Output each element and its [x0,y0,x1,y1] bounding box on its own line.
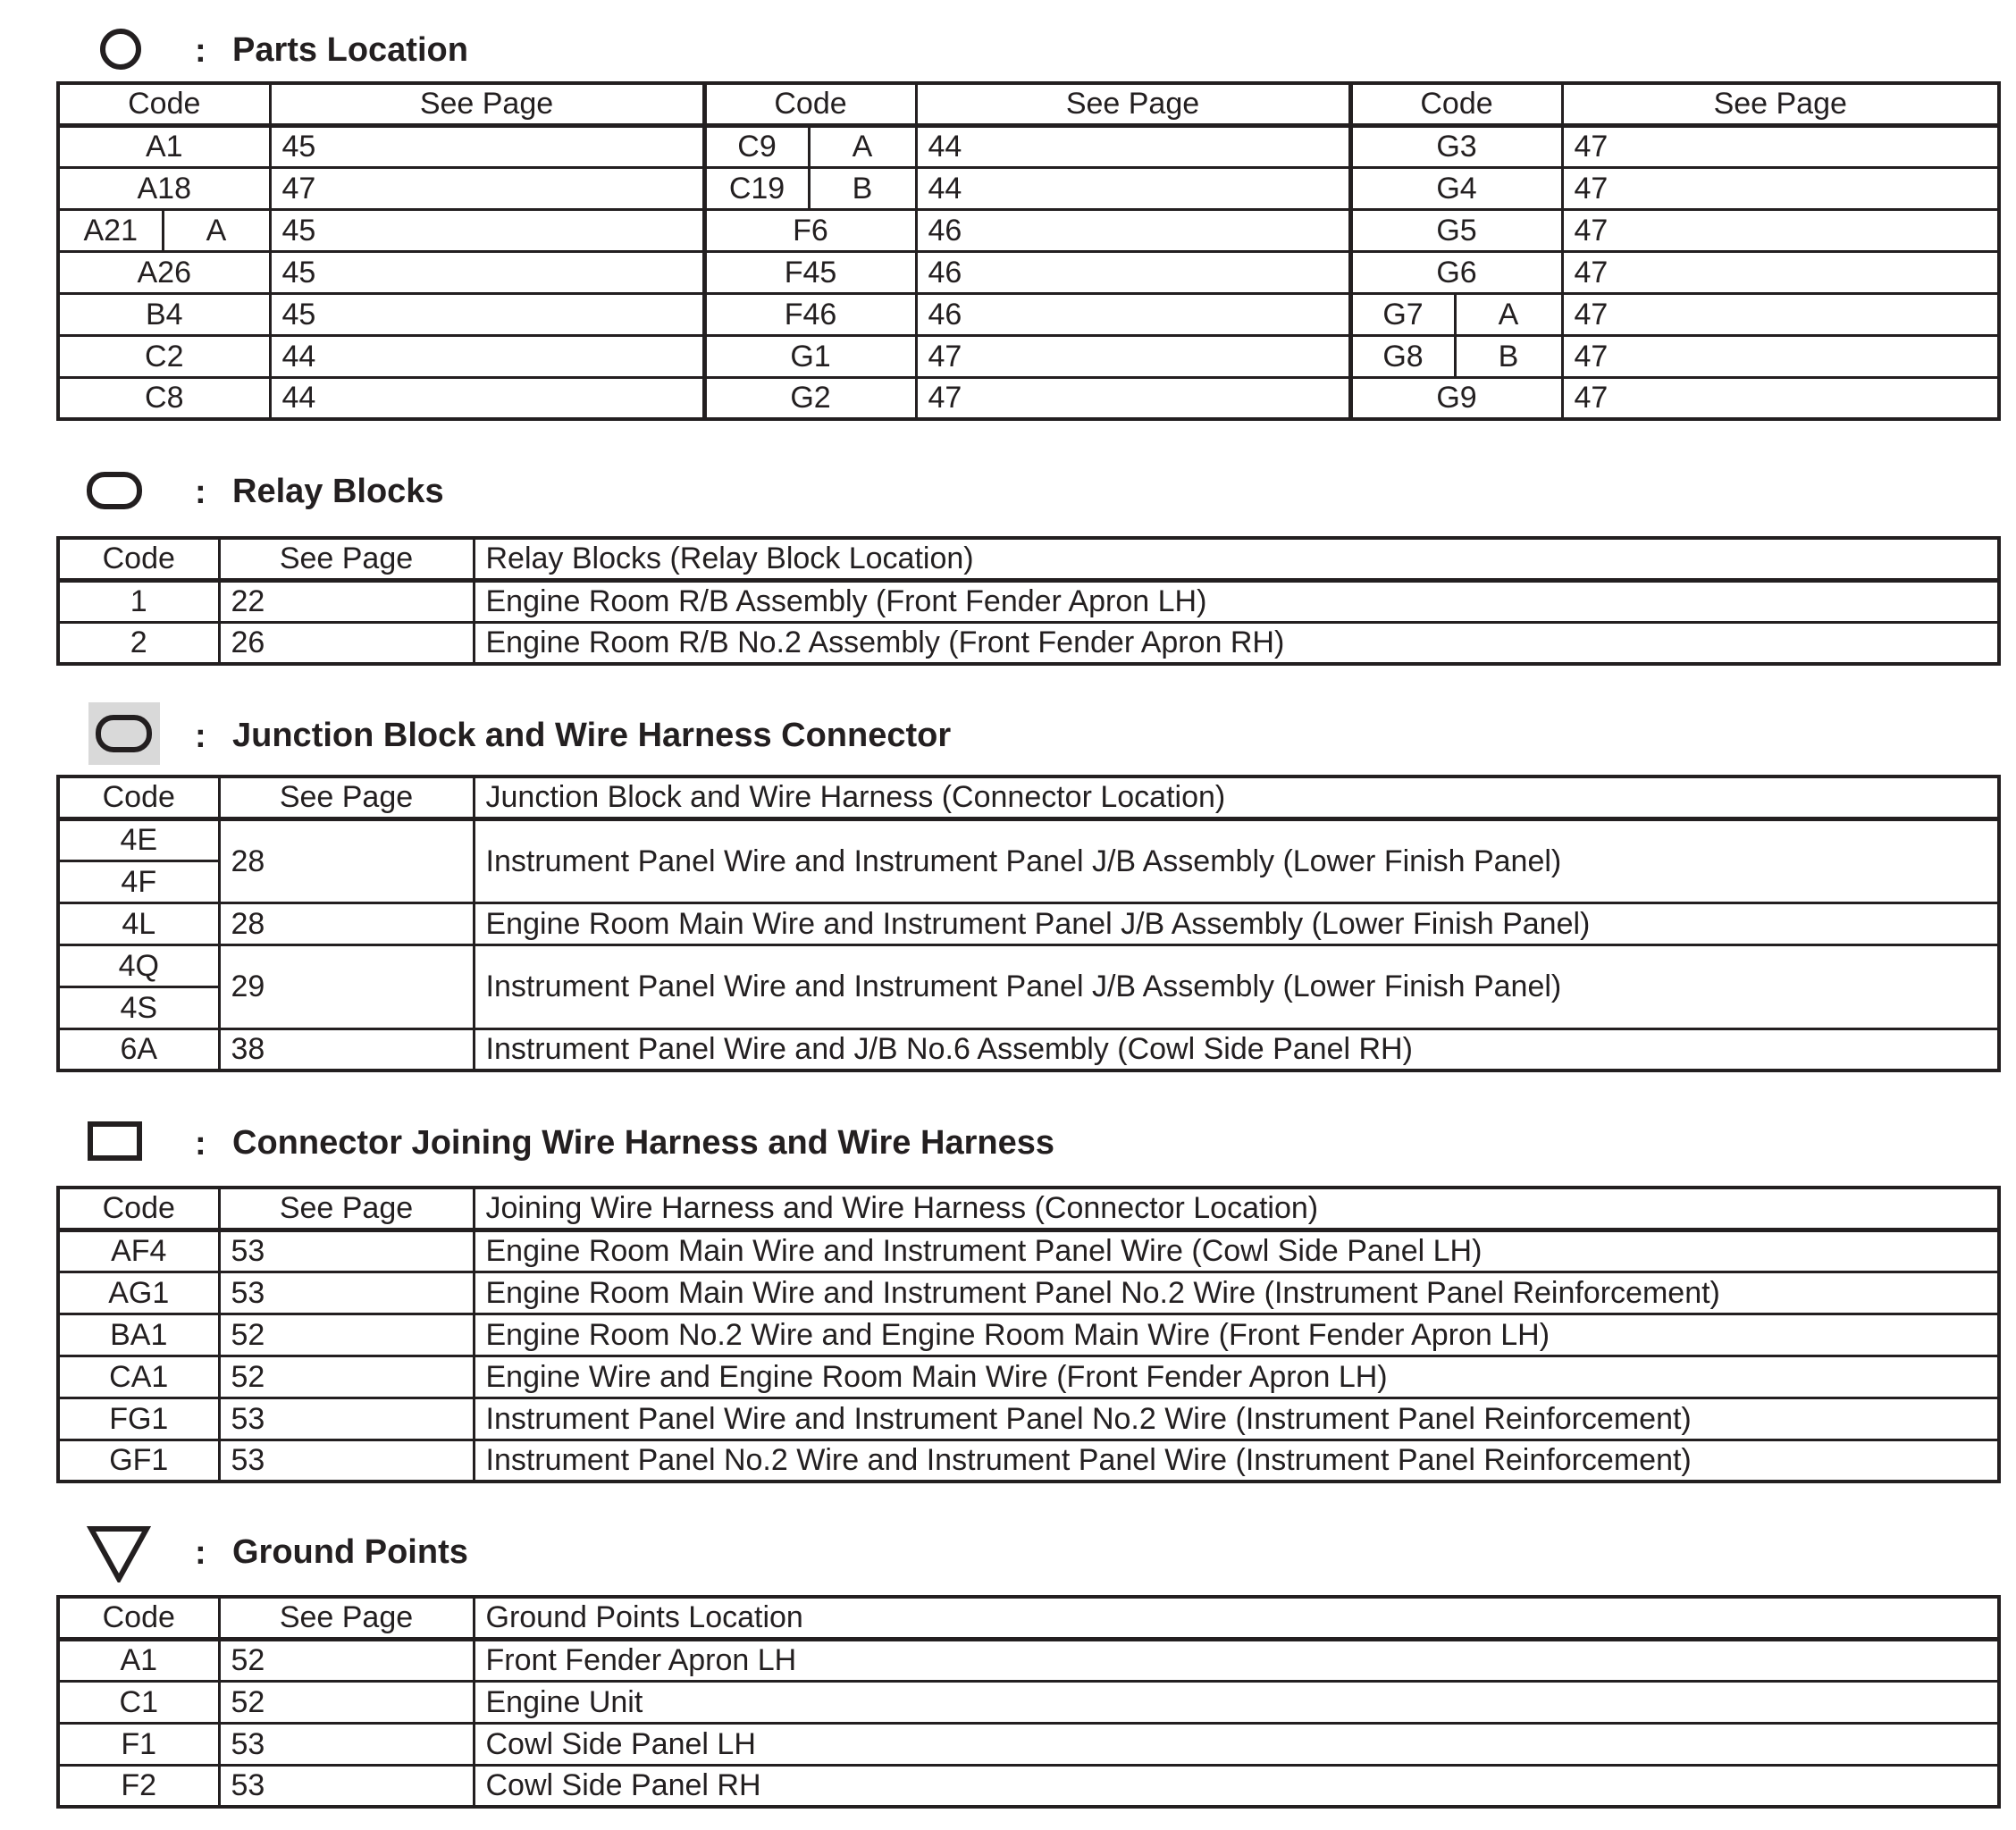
code-cell: F45 [704,251,916,293]
code-cell: 4S [58,986,219,1028]
code-cell: 2 [58,622,219,664]
description-cell: Engine Unit [474,1681,1999,1723]
column-header: See Page [219,1188,474,1230]
code-cell: A21 [58,209,163,251]
table-row [58,167,1999,209]
column-header: Code [58,776,219,818]
code-cell: G9 [1350,377,1562,419]
page-cell: 52 [219,1681,474,1723]
table-row [58,1681,1999,1723]
rectangle-icon [86,1120,145,1164]
column-header: Relay Blocks (Relay Block Location) [474,538,1999,580]
table-row [58,293,1999,335]
page-cell: 45 [270,293,704,335]
column-header: See Page [270,83,704,125]
column-header: See Page [219,1597,474,1639]
code-cell: G3 [1350,125,1562,167]
table-header-row [58,1597,1999,1639]
page-cell: 47 [270,167,704,209]
table-row [58,1639,1999,1681]
code-cell: F1 [58,1723,219,1765]
page-cell: 53 [219,1398,474,1440]
page-cell: 38 [219,1028,474,1070]
page-cell: 44 [916,167,1350,209]
sub-code-cell: A [1455,293,1562,335]
page-cell: 47 [1562,335,1999,377]
shaded-rounded-rectangle-icon [88,702,160,765]
section-colon: : [195,1534,206,1572]
code-cell: F46 [704,293,916,335]
column-header: Code [1350,83,1562,125]
column-header: Joining Wire Harness and Wire Harness (Connector Location) [474,1188,1999,1230]
page-cell: 52 [219,1639,474,1681]
description-cell: Engine Wire and Engine Room Main Wire (Front Fender Apron LH) [474,1356,1999,1398]
parts-location-table [56,81,2001,421]
page-cell: 53 [219,1230,474,1272]
code-cell: C8 [58,377,270,419]
column-header: Code [58,1597,219,1639]
description-cell: Instrument Panel Wire and Instrument Panel No.2 Wire (Instrument Panel Reinforcement) [474,1398,1999,1440]
code-cell: A1 [58,125,270,167]
code-cell: G6 [1350,251,1562,293]
table-row [58,1398,1999,1440]
sub-code-cell: B [1455,335,1562,377]
column-header: Junction Block and Wire Harness (Connector Location) [474,776,1999,818]
description-cell: Instrument Panel No.2 Wire and Instrument Panel Wire (Instrument Panel Reinforcement) [474,1440,1999,1482]
code-cell: A1 [58,1639,219,1681]
page-cell: 53 [219,1723,474,1765]
table-row [58,1356,1999,1398]
circle-icon [98,27,143,71]
table-row [58,1272,1999,1314]
column-header: Code [58,1188,219,1230]
code-cell: F6 [704,209,916,251]
page-cell: 45 [270,251,704,293]
table-row [58,335,1999,377]
code-cell: 1 [58,580,219,622]
code-cell: C19 [704,167,809,209]
page-cell: 46 [916,251,1350,293]
section-title: Junction Block and Wire Harness Connector [232,717,952,754]
description-cell: Engine Room No.2 Wire and Engine Room Main Wire (Front Fender Apron LH) [474,1314,1999,1356]
table-header-row [58,538,1999,580]
table-row [58,1314,1999,1356]
table-header-row [58,776,1999,818]
table-row [58,1440,1999,1482]
table-header-row [58,83,1999,125]
description-cell: Engine Room R/B No.2 Assembly (Front Fender Apron RH) [474,622,1999,664]
column-header: See Page [1562,83,1999,125]
description-cell: Instrument Panel Wire and Instrument Panel J/B Assembly (Lower Finish Panel) [474,944,1999,1028]
table-row [58,902,1999,944]
table-row [58,125,1999,167]
page-cell: 52 [219,1314,474,1356]
section-colon: : [195,474,206,511]
rounded-rectangle-icon [86,468,145,513]
column-header: See Page [916,83,1350,125]
column-header: Code [58,538,219,580]
section-colon: : [195,32,206,70]
page-cell: 26 [219,622,474,664]
description-cell: Front Fender Apron LH [474,1639,1999,1681]
code-cell: CA1 [58,1356,219,1398]
page-cell: 47 [1562,251,1999,293]
ground-points-table [56,1595,2001,1809]
page-cell: 47 [1562,167,1999,209]
sub-code-cell: A [809,125,916,167]
code-cell: GF1 [58,1440,219,1482]
page-cell: 28 [219,818,474,902]
page-cell: 29 [219,944,474,1028]
page-cell: 53 [219,1765,474,1807]
table-row [58,1765,1999,1807]
code-cell: C1 [58,1681,219,1723]
sub-code-cell: A [163,209,270,251]
section-title: Ground Points [232,1533,468,1571]
description-cell: Engine Room Main Wire and Instrument Panel Wire (Cowl Side Panel LH) [474,1230,1999,1272]
description-cell: Cowl Side Panel LH [474,1723,1999,1765]
table-row [58,251,1999,293]
table-row [58,209,1999,251]
description-cell: Engine Room Main Wire and Instrument Panel No.2 Wire (Instrument Panel Reinforcement) [474,1272,1999,1314]
page-cell: 47 [916,335,1350,377]
code-cell: A26 [58,251,270,293]
column-header: See Page [219,538,474,580]
page-cell: 47 [1562,377,1999,419]
page-cell: 44 [270,377,704,419]
table-row [58,1723,1999,1765]
section-title: Relay Blocks [232,473,444,510]
table-row [58,1230,1999,1272]
page-cell: 45 [270,125,704,167]
code-cell: G7 [1350,293,1455,335]
code-cell: F2 [58,1765,219,1807]
code-cell: AF4 [58,1230,219,1272]
table-row [58,377,1999,419]
code-cell: G2 [704,377,916,419]
page-cell: 44 [916,125,1350,167]
code-cell: C9 [704,125,809,167]
section-title: Parts Location [232,31,468,69]
page-cell: 52 [219,1356,474,1398]
junction-block-table [56,775,2001,1072]
code-cell: C2 [58,335,270,377]
page-cell: 47 [1562,209,1999,251]
section-colon: : [195,718,206,755]
table-header-row [58,1188,1999,1230]
table-row [58,1028,1999,1070]
code-cell: 4L [58,902,219,944]
code-cell: 4F [58,860,219,902]
page-cell: 47 [916,377,1350,419]
code-cell: G1 [704,335,916,377]
triangle-icon [86,1524,152,1582]
column-header: Ground Points Location [474,1597,1999,1639]
page-cell: 53 [219,1440,474,1482]
description-cell: Engine Room R/B Assembly (Front Fender Apron LH) [474,580,1999,622]
description-cell: Instrument Panel Wire and Instrument Panel J/B Assembly (Lower Finish Panel) [474,818,1999,902]
description-cell: Instrument Panel Wire and J/B No.6 Assembly (Cowl Side Panel RH) [474,1028,1999,1070]
code-cell: A18 [58,167,270,209]
page-cell: 46 [916,293,1350,335]
code-cell: 6A [58,1028,219,1070]
code-cell: G5 [1350,209,1562,251]
page-cell: 45 [270,209,704,251]
section-colon: : [195,1125,206,1163]
table-row [58,580,1999,622]
column-header: See Page [219,776,474,818]
connector-joining-table [56,1186,2001,1483]
sub-code-cell: B [809,167,916,209]
code-cell: BA1 [58,1314,219,1356]
column-header: Code [58,83,270,125]
table-row [58,622,1999,664]
section-title: Connector Joining Wire Harness and Wire Harness [232,1124,1054,1162]
code-cell: G8 [1350,335,1455,377]
column-header: Code [704,83,916,125]
code-cell: FG1 [58,1398,219,1440]
relay-blocks-table [56,536,2001,666]
page-cell: 28 [219,902,474,944]
code-cell: 4Q [58,944,219,986]
code-cell: 4E [58,818,219,860]
page-cell: 44 [270,335,704,377]
page-cell: 46 [916,209,1350,251]
description-cell: Cowl Side Panel RH [474,1765,1999,1807]
page-cell: 47 [1562,125,1999,167]
code-cell: G4 [1350,167,1562,209]
page-cell: 47 [1562,293,1999,335]
description-cell: Engine Room Main Wire and Instrument Panel J/B Assembly (Lower Finish Panel) [474,902,1999,944]
table-row [58,818,1999,860]
page-cell: 22 [219,580,474,622]
code-cell: AG1 [58,1272,219,1314]
table-row [58,944,1999,986]
page-cell: 53 [219,1272,474,1314]
code-cell: B4 [58,293,270,335]
